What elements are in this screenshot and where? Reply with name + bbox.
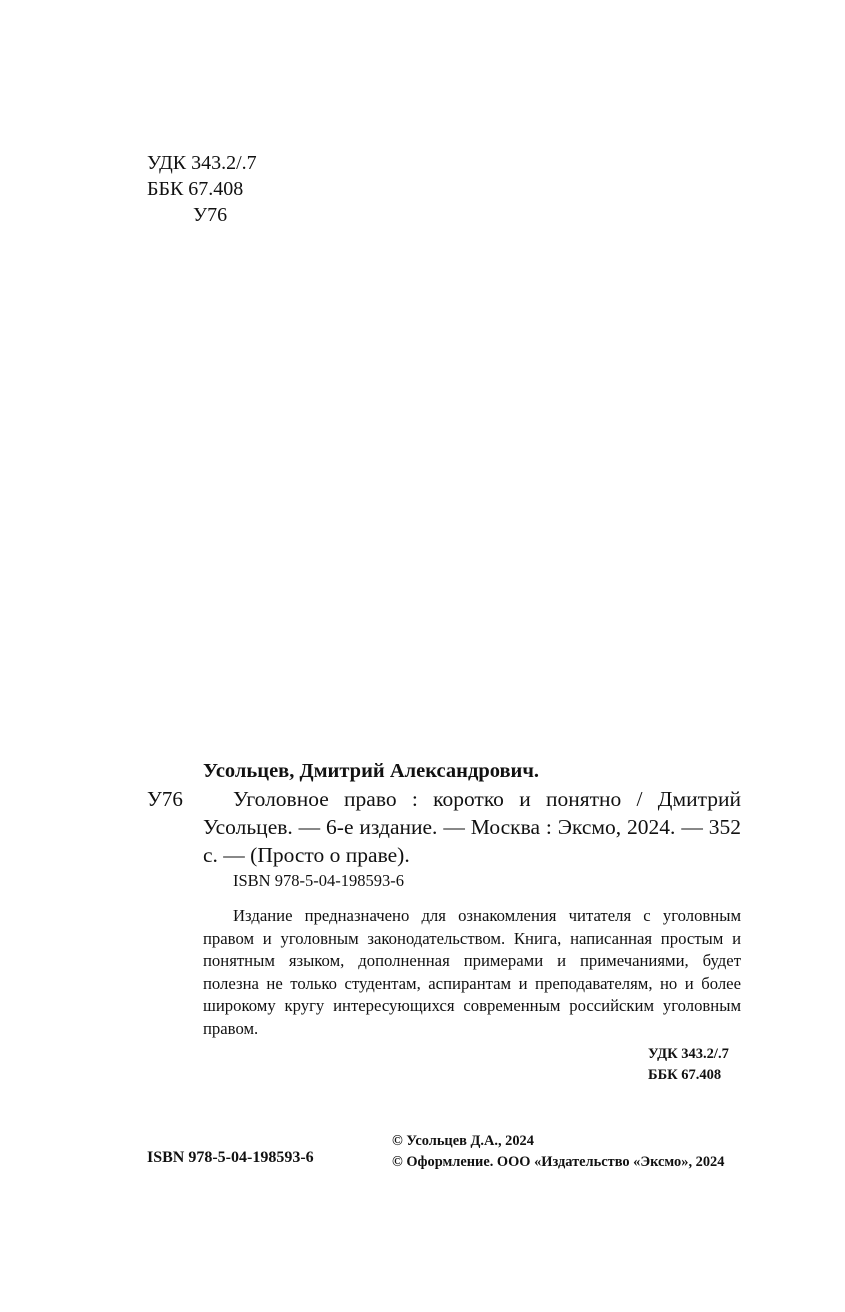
record-isbn: ISBN 978-5-04-198593-6 [233,871,404,890]
author-mark: У76 [193,204,228,226]
copyright-block [392,1131,724,1173]
record-bbk-code: ББК 67.408 [648,1067,722,1083]
record-author-mark: У76 [147,787,183,811]
description-text: Уголовное право : коротко и понятно / Дмитрий Усольцев. — 6-е издание. — Москва : Эксмо, 2024. — 352 с. — (Просто о праве). [203,787,741,867]
annotation-text: Издание предназначено для ознакомления читателя с уголовным правом и уголовным законодательством. Книга, написанная простым и понятным языком, дополненная примерами и примечаниями, будет полезна не только студентам, аспирантам и преподавателям, но и более широкому кругу интересующихся современным российским уголовным правом. [203,906,741,1038]
annotation [203,905,741,1041]
footer-isbn: ISBN 978-5-04-198593-6 [147,1149,314,1166]
udk-code: УДК 343.2/.7 [147,152,257,174]
record-classification-block [648,1044,729,1086]
author-heading: Усольцев, Дмитрий Александрович. [203,760,540,782]
copyright-design: © Оформление. ООО «Издательство «Эксмо», 2024 [392,1154,725,1170]
bbk-code: ББК 67.408 [147,178,244,200]
bibliographic-description [203,785,741,869]
record-udk-code: УДК 343.2/.7 [648,1046,729,1062]
top-classification-block [147,150,257,228]
copyright-author: © Усольцев Д.А., 2024 [392,1133,534,1149]
